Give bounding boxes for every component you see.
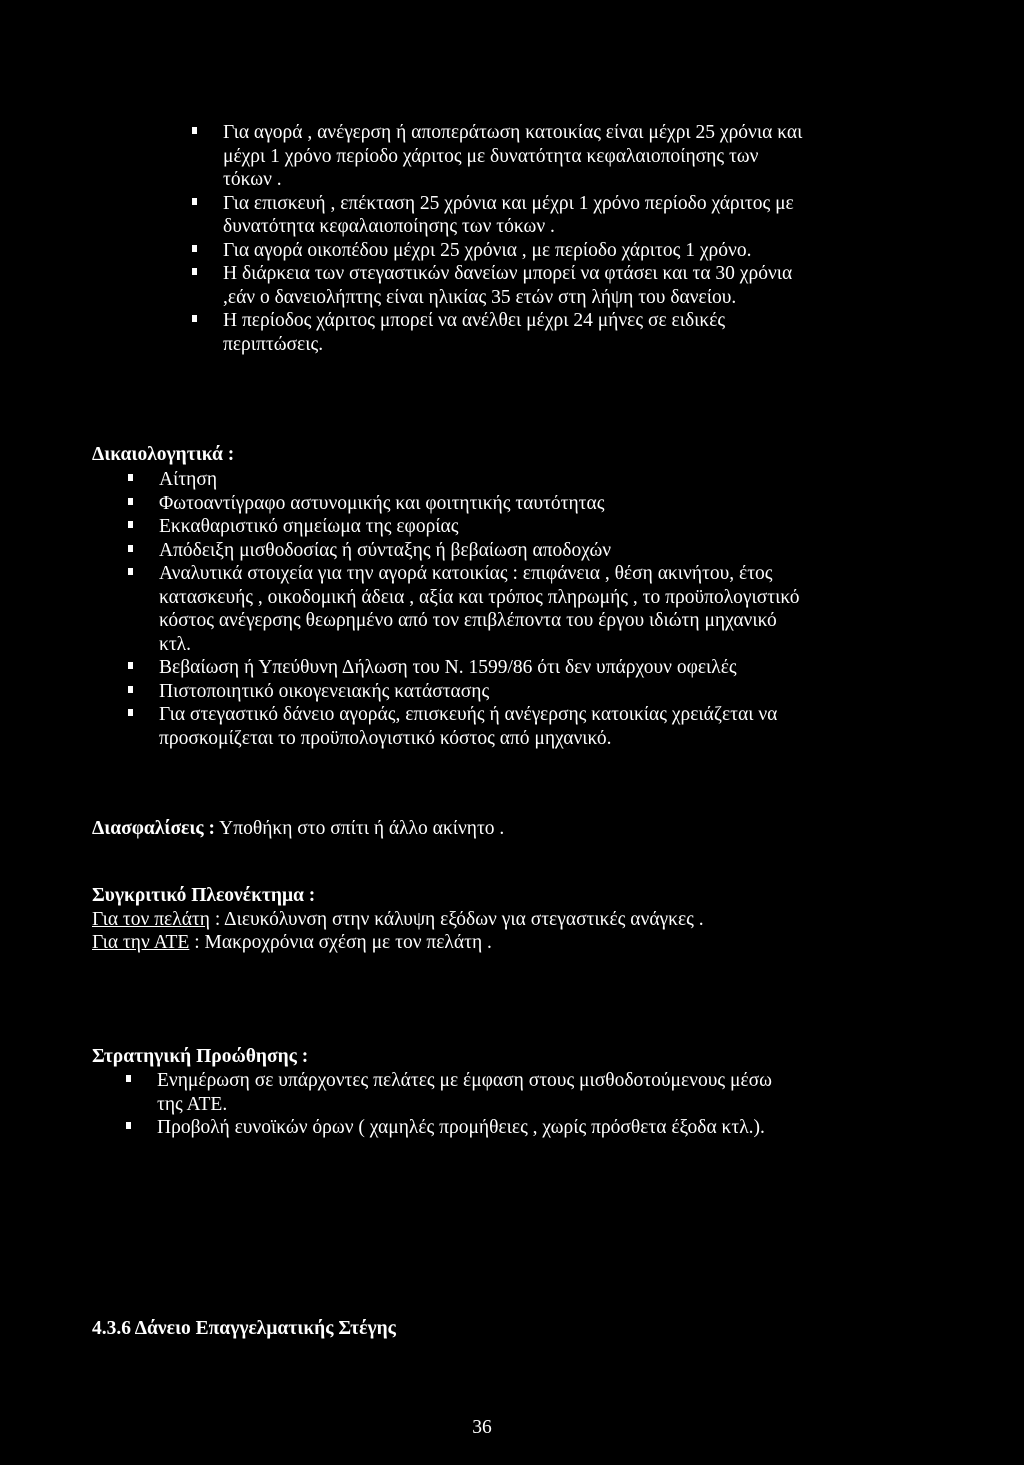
guarantees-line: [92, 817, 992, 841]
list-item-line: Ενημέρωση σε υπάρχοντες πελάτες με έμφαση στους μισθοδοτούμενους μέσω: [157, 1070, 772, 1091]
list-item-line: κτλ.: [159, 633, 191, 655]
documents-section: [92, 443, 992, 467]
bullet-icon: [128, 686, 133, 693]
list-item-line: μέχρι 1 χρόνο περίοδο χάριτος με δυνατότητα κεφαλαιοποίησης των: [223, 145, 759, 167]
advantage-ate-label: Για την ΑΤΕ: [92, 932, 190, 953]
documents-list-item: [128, 703, 1008, 750]
list-item-line: Αναλυτικά στοιχεία για την αγορά κατοικίας : επιφάνεια , θέση ακινήτου, έτος: [159, 563, 773, 584]
documents-list-item: [128, 656, 1008, 680]
promotion-list: [126, 1069, 1006, 1140]
bullet-icon: [128, 498, 133, 505]
list-item-line: Βεβαίωση ή Υπεύθυνη Δήλωση του Ν. 1599/86 ότι δεν υπάρχουν οφειλές: [159, 657, 737, 678]
documents-list-item: [128, 515, 1008, 539]
promotion-list-block: [126, 1069, 1006, 1140]
list-item-line: προσκομίζεται το προϋπολογιστικό κόστος από μηχανικό.: [159, 727, 612, 749]
top-list-item: [192, 262, 992, 309]
list-item-line: Φωτοαντίγραφο αστυνομικής και φοιτητικής ταυτότητας: [159, 492, 605, 514]
top-list-item: [192, 239, 992, 263]
bullet-icon: [126, 1122, 131, 1129]
bullet-icon: [192, 198, 197, 205]
list-item-line: Για επισκευή , επέκταση 25 χρόνια και μέχρι 1 χρόνο περίοδο χάριτος με: [223, 192, 794, 214]
bullet-icon: [126, 1075, 131, 1082]
advantage-ate-text: : Μακροχρόνια σχέση με τον πελάτη .: [189, 932, 492, 953]
list-item-line: ,εάν ο δανειολήπτης είναι ηλικίας 35 ετών στη λήψη του δανείου.: [223, 286, 737, 308]
list-item-line: κατασκευής , οικοδομική άδεια , αξία και τρόπος πληρωμής , το προϋπολογιστικό: [159, 586, 800, 608]
advantage-heading: Συγκριτικό Πλεονέκτημα :: [92, 885, 316, 906]
list-item-line: Απόδειξη μισθοδοσίας ή σύνταξης ή βεβαίωση αποδοχών: [159, 539, 612, 561]
list-item-line: Πιστοποιητικό οικογενειακής κατάστασης: [159, 680, 490, 702]
list-item-line: Για στεγαστικό δάνειο αγοράς, επισκευής ή ανέγερσης κατοικίας χρειάζεται να: [159, 704, 778, 725]
bullet-icon: [192, 245, 197, 252]
list-item-line: Η διάρκεια των στεγαστικών δανείων μπορεί να φτάσει και τα 30 χρόνια: [223, 263, 793, 284]
section-title: 4.3.6 Δάνειο Επαγγελματικής Στέγης: [92, 1318, 396, 1339]
bullet-icon: [192, 268, 197, 275]
list-item-line: περιπτώσεις.: [223, 333, 324, 355]
promotion-list-item: [126, 1116, 1006, 1140]
list-item-line: Για αγορά οικοπέδου μέχρι 25 χρόνια , με περίοδο χάριτος 1 χρόνο.: [223, 239, 752, 261]
advantage-section: [92, 884, 992, 955]
list-item-line: Για αγορά , ανέγερση ή αποπεράτωση κατοικίας είναι μέχρι 25 χρόνια και: [223, 122, 803, 143]
guarantees-text: Υποθήκη στο σπίτι ή άλλο ακίνητο .: [215, 818, 505, 839]
page-number: 36: [472, 1417, 492, 1438]
list-item-line: Η περίοδος χάριτος μπορεί να ανέλθει μέχρι 24 μήνες σε ειδικές: [223, 310, 726, 331]
advantage-client-text: : Διευκόλυνση στην κάλυψη εξόδων για στεγαστικές ανάγκες .: [209, 908, 704, 930]
documents-heading: Δικαιολογητικά :: [92, 444, 235, 465]
advantage-client-label: Για τον πελάτη: [92, 908, 210, 930]
bullet-icon: [128, 662, 133, 669]
guarantees-heading: Διασφαλίσεις :: [92, 818, 216, 839]
top-list: [192, 121, 992, 356]
section-title-block: [92, 1317, 792, 1341]
top-list-item: [192, 121, 992, 192]
list-item-line: της ΑΤΕ.: [157, 1093, 228, 1115]
advantage-client-line: [92, 908, 992, 932]
top-list-block: [192, 121, 992, 356]
top-list-item: [192, 192, 992, 239]
bullet-icon: [192, 127, 197, 134]
top-list-item: [192, 309, 992, 356]
documents-list-item: [128, 492, 1008, 516]
documents-list-item: [128, 680, 1008, 704]
bullet-icon: [128, 521, 133, 528]
documents-list: [128, 468, 1008, 750]
bullet-icon: [128, 474, 133, 481]
advantage-ate-line: [92, 931, 992, 955]
documents-list-item: [128, 468, 1008, 492]
guarantees-section: [92, 817, 992, 841]
list-item-line: δυνατότητα κεφαλαιοποίησης των τόκων .: [223, 216, 555, 237]
list-item-line: Εκκαθαριστικό σημείωμα της εφορίας: [159, 516, 459, 537]
bullet-icon: [192, 315, 197, 322]
bullet-icon: [128, 568, 133, 575]
promotion-heading: Στρατηγική Προώθησης :: [92, 1046, 309, 1067]
list-item-line: Αίτηση: [159, 469, 218, 490]
list-item-line: κόστος ανέγερσης θεωρημένο από τον επιβλέποντα του έργου ιδιώτη μηχανικό: [159, 610, 777, 631]
list-item-line: Προβολή ευνοϊκών όρων ( χαμηλές προμήθειες , χωρίς πρόσθετα έξοδα κτλ.).: [157, 1117, 765, 1138]
page-number-block: [0, 1416, 964, 1440]
documents-list-item: [128, 562, 1008, 656]
documents-list-item: [128, 539, 1008, 563]
promotion-section: [92, 1045, 992, 1069]
list-item-line: τόκων .: [223, 169, 282, 190]
bullet-icon: [128, 709, 133, 716]
bullet-icon: [128, 545, 133, 552]
promotion-list-item: [126, 1069, 1006, 1116]
documents-list-block: [128, 468, 1008, 750]
